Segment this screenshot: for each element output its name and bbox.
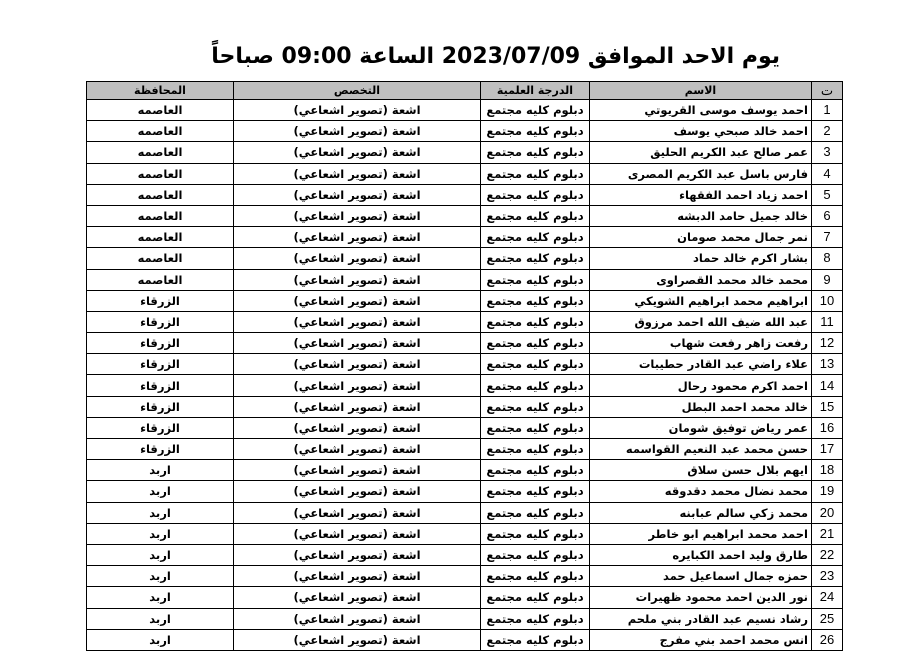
cell-number: 13 xyxy=(812,354,843,375)
cell-number: 22 xyxy=(812,544,843,565)
cell-number: 20 xyxy=(812,502,843,523)
cell-name: نمر جمال محمد صومان xyxy=(590,227,812,248)
cell-governorate: اربد xyxy=(87,481,234,502)
cell-name: احمد يوسف موسى القريوتي xyxy=(590,100,812,121)
header-degree: الدرجة العلمية xyxy=(481,82,590,100)
cell-specialty: اشعة (تصوير اشعاعي) xyxy=(234,566,481,587)
table-row xyxy=(87,417,843,438)
table-row xyxy=(87,587,843,608)
cell-specialty: اشعة (تصوير اشعاعي) xyxy=(234,608,481,629)
cell-number: 2 xyxy=(812,121,843,142)
cell-number: 25 xyxy=(812,608,843,629)
header-number: ت xyxy=(812,82,843,100)
table-row xyxy=(87,121,843,142)
cell-degree: دبلوم كليه مجتمع xyxy=(481,333,590,354)
cell-specialty: اشعة (تصوير اشعاعي) xyxy=(234,142,481,163)
cell-governorate: الزرقاء xyxy=(87,375,234,396)
cell-degree: دبلوم كليه مجتمع xyxy=(481,502,590,523)
cell-governorate: الزرقاء xyxy=(87,333,234,354)
cell-number: 12 xyxy=(812,333,843,354)
cell-governorate: العاصمه xyxy=(87,248,234,269)
cell-degree: دبلوم كليه مجتمع xyxy=(481,248,590,269)
cell-number: 18 xyxy=(812,460,843,481)
cell-specialty: اشعة (تصوير اشعاعي) xyxy=(234,354,481,375)
cell-specialty: اشعة (تصوير اشعاعي) xyxy=(234,587,481,608)
cell-degree: دبلوم كليه مجتمع xyxy=(481,142,590,163)
cell-degree: دبلوم كليه مجتمع xyxy=(481,523,590,544)
cell-specialty: اشعة (تصوير اشعاعي) xyxy=(234,375,481,396)
cell-specialty: اشعة (تصوير اشعاعي) xyxy=(234,163,481,184)
cell-name: رفعت زاهر رفعت شهاب xyxy=(590,333,812,354)
cell-number: 19 xyxy=(812,481,843,502)
cell-number: 14 xyxy=(812,375,843,396)
cell-number: 23 xyxy=(812,566,843,587)
cell-number: 7 xyxy=(812,227,843,248)
cell-number: 17 xyxy=(812,439,843,460)
cell-name: رشاد نسيم عبد القادر بني ملحم xyxy=(590,608,812,629)
cell-governorate: اربد xyxy=(87,544,234,565)
cell-name: احمد محمد ابراهيم ابو خاطر xyxy=(590,523,812,544)
cell-name: خالد محمد احمد البطل xyxy=(590,396,812,417)
table-row xyxy=(87,608,843,629)
cell-name: انس محمد احمد بني مفرج xyxy=(590,629,812,650)
table-row xyxy=(87,502,843,523)
table-row xyxy=(87,100,843,121)
cell-name: بشار اكرم خالد حماد xyxy=(590,248,812,269)
cell-degree: دبلوم كليه مجتمع xyxy=(481,100,590,121)
cell-number: 15 xyxy=(812,396,843,417)
cell-specialty: اشعة (تصوير اشعاعي) xyxy=(234,417,481,438)
cell-degree: دبلوم كليه مجتمع xyxy=(481,269,590,290)
cell-governorate: العاصمه xyxy=(87,205,234,226)
cell-governorate: اربد xyxy=(87,460,234,481)
cell-specialty: اشعة (تصوير اشعاعي) xyxy=(234,227,481,248)
cell-specialty: اشعة (تصوير اشعاعي) xyxy=(234,460,481,481)
cell-governorate: الزرقاء xyxy=(87,311,234,332)
cell-number: 26 xyxy=(812,629,843,650)
table-row xyxy=(87,184,843,205)
cell-governorate: الزرقاء xyxy=(87,290,234,311)
cell-specialty: اشعة (تصوير اشعاعي) xyxy=(234,100,481,121)
cell-number: 5 xyxy=(812,184,843,205)
cell-name: حسن محمد عبد النعيم القواسمه xyxy=(590,439,812,460)
table-row xyxy=(87,460,843,481)
table-row xyxy=(87,333,843,354)
table-row xyxy=(87,439,843,460)
cell-degree: دبلوم كليه مجتمع xyxy=(481,163,590,184)
cell-name: علاء راضي عبد القادر حطيبات xyxy=(590,354,812,375)
cell-governorate: الزرقاء xyxy=(87,396,234,417)
table-row xyxy=(87,629,843,650)
cell-governorate: اربد xyxy=(87,523,234,544)
cell-name: عمر رياض توفيق شومان xyxy=(590,417,812,438)
table-row xyxy=(87,523,843,544)
cell-specialty: اشعة (تصوير اشعاعي) xyxy=(234,184,481,205)
cell-name: احمد اكرم محمود رحال xyxy=(590,375,812,396)
table-row xyxy=(87,269,843,290)
cell-degree: دبلوم كليه مجتمع xyxy=(481,439,590,460)
cell-specialty: اشعة (تصوير اشعاعي) xyxy=(234,481,481,502)
cell-degree: دبلوم كليه مجتمع xyxy=(481,375,590,396)
cell-governorate: العاصمه xyxy=(87,269,234,290)
cell-specialty: اشعة (تصوير اشعاعي) xyxy=(234,205,481,226)
table-row xyxy=(87,375,843,396)
cell-name: عبد الله ضيف الله احمد مرزوق xyxy=(590,311,812,332)
table-row xyxy=(87,142,843,163)
cell-degree: دبلوم كليه مجتمع xyxy=(481,460,590,481)
cell-specialty: اشعة (تصوير اشعاعي) xyxy=(234,311,481,332)
cell-specialty: اشعة (تصوير اشعاعي) xyxy=(234,502,481,523)
cell-degree: دبلوم كليه مجتمع xyxy=(481,311,590,332)
cell-degree: دبلوم كليه مجتمع xyxy=(481,566,590,587)
table-row xyxy=(87,544,843,565)
cell-specialty: اشعة (تصوير اشعاعي) xyxy=(234,396,481,417)
cell-name: طارق وليد احمد الكبايره xyxy=(590,544,812,565)
cell-number: 21 xyxy=(812,523,843,544)
cell-name: خالد جميل حامد الدبشه xyxy=(590,205,812,226)
cell-number: 10 xyxy=(812,290,843,311)
table-row xyxy=(87,205,843,226)
cell-number: 3 xyxy=(812,142,843,163)
cell-name: حمزه جمال اسماعيل حمد xyxy=(590,566,812,587)
cell-governorate: الزرقاء xyxy=(87,354,234,375)
applicants-table xyxy=(86,81,843,651)
header-specialty: التخصص xyxy=(234,82,481,100)
cell-name: عمر صالح عبد الكريم الحليق xyxy=(590,142,812,163)
cell-specialty: اشعة (تصوير اشعاعي) xyxy=(234,121,481,142)
cell-name: محمد نضال محمد دقدوقه xyxy=(590,481,812,502)
cell-number: 16 xyxy=(812,417,843,438)
cell-specialty: اشعة (تصوير اشعاعي) xyxy=(234,290,481,311)
cell-degree: دبلوم كليه مجتمع xyxy=(481,354,590,375)
table-row xyxy=(87,481,843,502)
table-header-row xyxy=(87,82,843,100)
cell-name: محمد زكي سالم عبابنه xyxy=(590,502,812,523)
header-governorate: المحافظة xyxy=(87,82,234,100)
cell-degree: دبلوم كليه مجتمع xyxy=(481,184,590,205)
table-row xyxy=(87,566,843,587)
cell-degree: دبلوم كليه مجتمع xyxy=(481,227,590,248)
cell-specialty: اشعة (تصوير اشعاعي) xyxy=(234,269,481,290)
cell-specialty: اشعة (تصوير اشعاعي) xyxy=(234,333,481,354)
cell-specialty: اشعة (تصوير اشعاعي) xyxy=(234,248,481,269)
cell-number: 9 xyxy=(812,269,843,290)
cell-degree: دبلوم كليه مجتمع xyxy=(481,121,590,142)
cell-name: ايهم بلال حسن سلاق xyxy=(590,460,812,481)
cell-governorate: العاصمه xyxy=(87,227,234,248)
cell-degree: دبلوم كليه مجتمع xyxy=(481,417,590,438)
cell-governorate: الزرقاء xyxy=(87,439,234,460)
cell-governorate: العاصمه xyxy=(87,163,234,184)
cell-governorate: اربد xyxy=(87,587,234,608)
cell-degree: دبلوم كليه مجتمع xyxy=(481,481,590,502)
cell-governorate: اربد xyxy=(87,608,234,629)
cell-degree: دبلوم كليه مجتمع xyxy=(481,608,590,629)
cell-governorate: اربد xyxy=(87,629,234,650)
cell-specialty: اشعة (تصوير اشعاعي) xyxy=(234,523,481,544)
cell-governorate: الزرقاء xyxy=(87,417,234,438)
cell-number: 8 xyxy=(812,248,843,269)
cell-degree: دبلوم كليه مجتمع xyxy=(481,396,590,417)
table-row xyxy=(87,163,843,184)
cell-specialty: اشعة (تصوير اشعاعي) xyxy=(234,544,481,565)
cell-specialty: اشعة (تصوير اشعاعي) xyxy=(234,629,481,650)
cell-governorate: العاصمه xyxy=(87,142,234,163)
cell-degree: دبلوم كليه مجتمع xyxy=(481,544,590,565)
cell-number: 4 xyxy=(812,163,843,184)
table-row xyxy=(87,227,843,248)
cell-name: فارس باسل عبد الكريم المصرى xyxy=(590,163,812,184)
table-row xyxy=(87,248,843,269)
cell-degree: دبلوم كليه مجتمع xyxy=(481,205,590,226)
cell-specialty: اشعة (تصوير اشعاعي) xyxy=(234,439,481,460)
cell-name: احمد زياد احمد الفقهاء xyxy=(590,184,812,205)
cell-degree: دبلوم كليه مجتمع xyxy=(481,629,590,650)
table-row xyxy=(87,290,843,311)
table-row xyxy=(87,396,843,417)
cell-governorate: اربد xyxy=(87,566,234,587)
cell-number: 11 xyxy=(812,311,843,332)
cell-number: 1 xyxy=(812,100,843,121)
table-row xyxy=(87,354,843,375)
page-title: يوم الاحد الموافق 2023/07/09 الساعة 09:00 صباحاً xyxy=(211,44,780,69)
cell-governorate: العاصمه xyxy=(87,100,234,121)
cell-degree: دبلوم كليه مجتمع xyxy=(481,290,590,311)
cell-governorate: العاصمه xyxy=(87,121,234,142)
cell-number: 6 xyxy=(812,205,843,226)
cell-degree: دبلوم كليه مجتمع xyxy=(481,587,590,608)
table-row xyxy=(87,311,843,332)
cell-name: احمد خالد صبحي يوسف xyxy=(590,121,812,142)
header-name: الاسم xyxy=(590,82,812,100)
cell-number: 24 xyxy=(812,587,843,608)
cell-name: محمد خالد محمد القصراوى xyxy=(590,269,812,290)
cell-governorate: اربد xyxy=(87,502,234,523)
cell-name: نور الدين احمد محمود ظهيرات xyxy=(590,587,812,608)
cell-name: ابراهيم محمد ابراهيم الشويكي xyxy=(590,290,812,311)
cell-governorate: العاصمه xyxy=(87,184,234,205)
